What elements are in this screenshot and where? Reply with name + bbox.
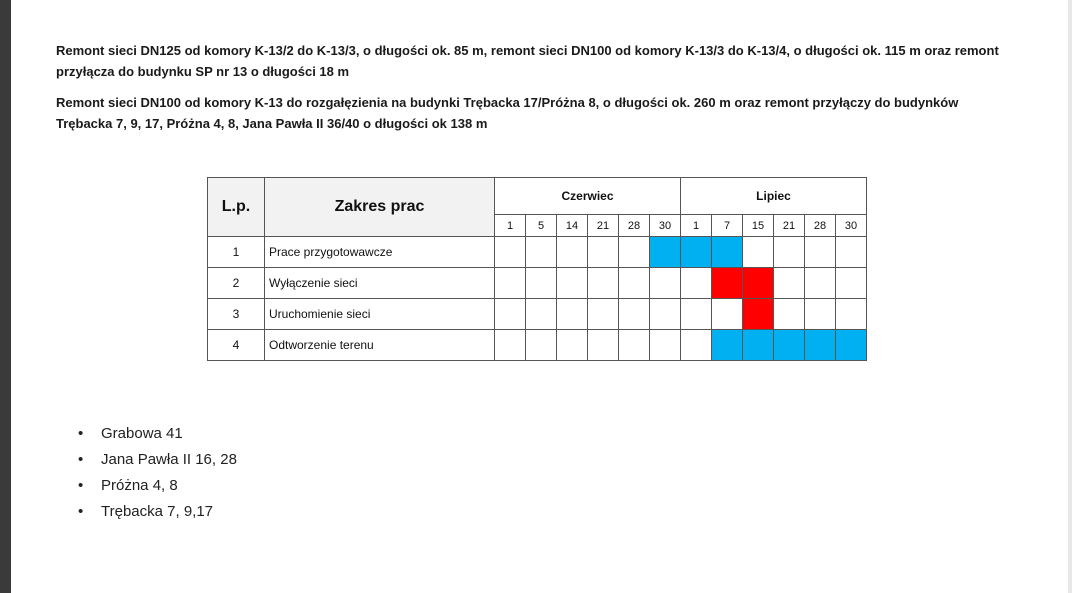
schedule-cell-blue bbox=[681, 237, 712, 268]
row-number: 4 bbox=[208, 330, 265, 361]
day-header: 21 bbox=[588, 215, 619, 237]
schedule-cell bbox=[526, 268, 557, 299]
schedule-cell bbox=[712, 299, 743, 330]
row-number: 3 bbox=[208, 299, 265, 330]
schedule-cell-blue bbox=[836, 330, 867, 361]
schedule-cell-red bbox=[743, 268, 774, 299]
day-header: 7 bbox=[712, 215, 743, 237]
row-number: 1 bbox=[208, 237, 265, 268]
day-header: 1 bbox=[495, 215, 526, 237]
schedule-cell bbox=[774, 268, 805, 299]
day-header: 28 bbox=[805, 215, 836, 237]
day-header: 14 bbox=[557, 215, 588, 237]
address-text: Trębacka 7, 9,17 bbox=[101, 503, 214, 520]
schedule-cell bbox=[681, 299, 712, 330]
task-name: Odtworzenie terenu bbox=[265, 330, 495, 361]
day-header: 1 bbox=[681, 215, 712, 237]
schedule-cell bbox=[526, 330, 557, 361]
schedule-cell bbox=[588, 330, 619, 361]
bullet-icon: • bbox=[78, 503, 84, 520]
address-text: Próżna 4, 8 bbox=[101, 477, 178, 494]
row-number: 2 bbox=[208, 268, 265, 299]
schedule-cell-blue bbox=[712, 237, 743, 268]
schedule-cell bbox=[619, 237, 650, 268]
schedule-cell bbox=[681, 268, 712, 299]
schedule-cell bbox=[495, 237, 526, 268]
schedule-cell bbox=[619, 330, 650, 361]
day-header: 30 bbox=[650, 215, 681, 237]
list-item bbox=[78, 450, 237, 476]
list-item bbox=[78, 424, 237, 450]
schedule-cell bbox=[588, 299, 619, 330]
task-name: Wyłączenie sieci bbox=[265, 268, 495, 299]
schedule-cell bbox=[619, 299, 650, 330]
table-row bbox=[208, 330, 867, 361]
schedule-cell-blue bbox=[805, 330, 836, 361]
schedule-cell bbox=[650, 330, 681, 361]
schedule-cell-blue bbox=[774, 330, 805, 361]
list-item bbox=[78, 476, 237, 502]
schedule-cell-blue bbox=[712, 330, 743, 361]
address-list bbox=[78, 424, 237, 528]
window-left-edge bbox=[0, 0, 11, 593]
schedule-cell bbox=[588, 268, 619, 299]
task-name: Uruchomienie sieci bbox=[265, 299, 495, 330]
address-text: Grabowa 41 bbox=[101, 425, 183, 442]
task-name: Prace przygotowawcze bbox=[265, 237, 495, 268]
table-row bbox=[208, 299, 867, 330]
schedule-cell bbox=[526, 299, 557, 330]
address-text: Jana Pawła II 16, 28 bbox=[101, 451, 237, 468]
schedule-cell bbox=[495, 268, 526, 299]
schedule-cell-blue bbox=[650, 237, 681, 268]
day-header: 15 bbox=[743, 215, 774, 237]
schedule-cell bbox=[836, 299, 867, 330]
day-header: 5 bbox=[526, 215, 557, 237]
schedule-cell bbox=[557, 299, 588, 330]
schedule-cell bbox=[650, 299, 681, 330]
schedule-cell bbox=[526, 237, 557, 268]
schedule-cell bbox=[805, 268, 836, 299]
schedule-cell-blue bbox=[743, 330, 774, 361]
schedule-cell bbox=[619, 268, 650, 299]
schedule-cell bbox=[495, 299, 526, 330]
schedule-cell bbox=[557, 268, 588, 299]
schedule-cell-red bbox=[712, 268, 743, 299]
schedule-cell bbox=[588, 237, 619, 268]
bullet-icon: • bbox=[78, 451, 84, 468]
schedule-cell bbox=[774, 299, 805, 330]
schedule-cell bbox=[805, 237, 836, 268]
paragraph-2: Remont sieci DN100 od komory K-13 do rozgałęzienia na budynki Trębacka 17/Próżna 8, o długości ok. 260 m oraz remont przyłączy do budynków Trębacka 7, 9, 17, Próżna 4, 8, Jana Pawła II 36/40 o długości ok 138 m bbox=[56, 95, 959, 131]
schedule-cell bbox=[805, 299, 836, 330]
schedule-cell-red bbox=[743, 299, 774, 330]
schedule-cell bbox=[557, 330, 588, 361]
schedule-cell bbox=[743, 237, 774, 268]
schedule-cell bbox=[495, 330, 526, 361]
schedule-cell bbox=[557, 237, 588, 268]
bullet-icon: • bbox=[78, 477, 84, 494]
bullet-icon: • bbox=[78, 425, 84, 442]
scrollbar-track[interactable] bbox=[1068, 0, 1072, 593]
schedule-cell bbox=[681, 330, 712, 361]
schedule-cell bbox=[836, 268, 867, 299]
table-row bbox=[208, 237, 867, 268]
lp-header: L.p. bbox=[208, 178, 265, 237]
schedule-cell bbox=[774, 237, 805, 268]
paragraph-1: Remont sieci DN125 od komory K-13/2 do K-13/3, o długości ok. 85 m, remont sieci DN100 od komory K-13/3 do K-13/4, o długości ok. 115 m oraz remont przyłącza do budynku SP nr 13 o długości 18 m bbox=[56, 43, 999, 79]
schedule-table bbox=[207, 177, 867, 361]
day-header: 30 bbox=[836, 215, 867, 237]
day-header: 21 bbox=[774, 215, 805, 237]
schedule-cell bbox=[836, 237, 867, 268]
zakres-header: Zakres prac bbox=[265, 178, 495, 237]
month-header-lipiec: Lipiec bbox=[681, 178, 867, 215]
month-header-czerwiec: Czerwiec bbox=[495, 178, 681, 215]
schedule-cell bbox=[650, 268, 681, 299]
table-row bbox=[208, 268, 867, 299]
day-header: 28 bbox=[619, 215, 650, 237]
list-item bbox=[78, 502, 237, 528]
